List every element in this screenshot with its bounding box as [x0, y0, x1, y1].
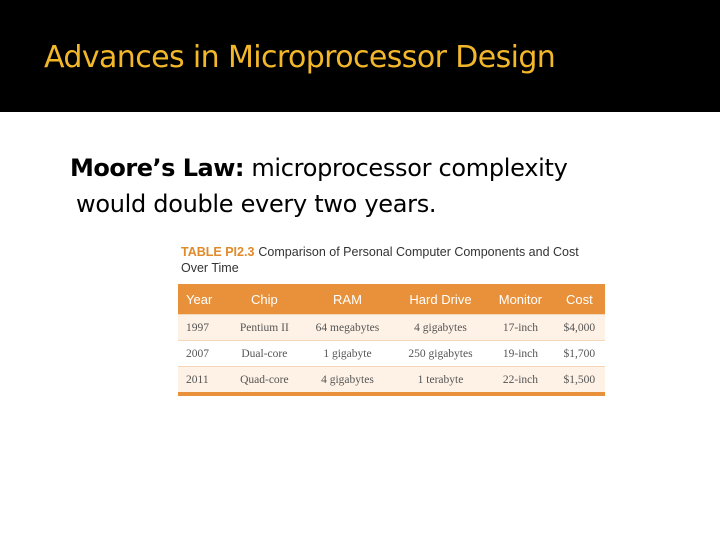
- body-line2: would double every two years.: [76, 190, 437, 218]
- column-header: Monitor: [487, 284, 553, 315]
- table-cell: 19-inch: [487, 341, 553, 367]
- table-cell: $1,500: [554, 367, 605, 395]
- table-cell: 4 gigabytes: [301, 367, 394, 395]
- slide-title: Advances in Microprocessor Design: [44, 40, 556, 75]
- body-term: Moore’s Law:: [70, 154, 244, 182]
- column-header: Hard Drive: [394, 284, 487, 315]
- column-header: Cost: [554, 284, 605, 315]
- table-cell: 4 gigabytes: [394, 315, 487, 341]
- table-cell: 1997: [178, 315, 228, 341]
- table-cell: 22-inch: [487, 367, 553, 395]
- table-row: [178, 367, 605, 395]
- table-cell: 64 megabytes: [301, 315, 394, 341]
- table-row: [178, 341, 605, 367]
- table-cell: Pentium II: [228, 315, 302, 341]
- table-cell: Dual-core: [228, 341, 302, 367]
- components-table: [178, 284, 605, 396]
- table-label: TABLE PI2.3: [181, 245, 255, 259]
- table-cell: 1 terabyte: [394, 367, 487, 395]
- table-cell: $4,000: [554, 315, 605, 341]
- table-caption-text: Comparison of Personal Computer Components and Cost Over Time: [181, 245, 579, 275]
- table-cell: 2007: [178, 341, 228, 367]
- body-line1: microprocessor complexity: [244, 154, 568, 182]
- table-row: [178, 315, 605, 341]
- table-cell: 250 gigabytes: [394, 341, 487, 367]
- column-header: RAM: [301, 284, 394, 315]
- table-cell: 2011: [178, 367, 228, 395]
- table-cell: 1 gigabyte: [301, 341, 394, 367]
- table-figure: [178, 244, 606, 396]
- column-header: Chip: [228, 284, 302, 315]
- table-header-row: [178, 284, 605, 315]
- table-cell: $1,700: [554, 341, 605, 367]
- title-bar: [0, 0, 720, 112]
- column-header: Year: [178, 284, 228, 315]
- table-cell: 17-inch: [487, 315, 553, 341]
- slide-body: [70, 150, 670, 222]
- table-cell: Quad-core: [228, 367, 302, 395]
- table-caption: [178, 244, 606, 276]
